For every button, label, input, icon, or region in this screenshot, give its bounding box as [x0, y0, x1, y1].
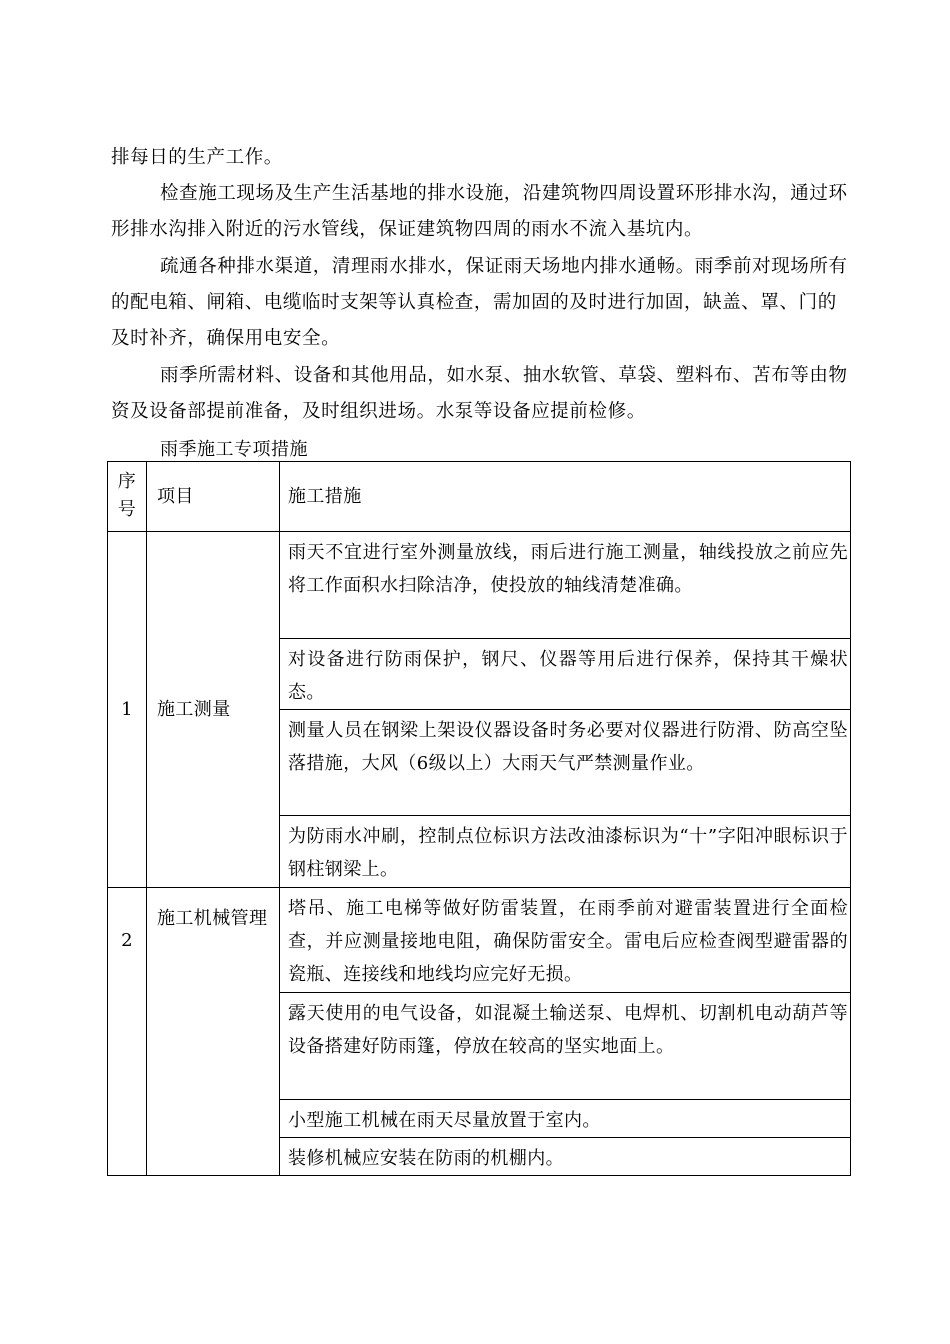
measure-text: 雨天不宜进行室外测量放线，雨后进行施工测量，轴线投放之前应先将工作面积水扫除洁净，使投放的轴线清楚准确。: [288, 542, 848, 596]
group-item-cell: [147, 532, 280, 888]
measure-cell: [280, 816, 851, 888]
measure-text: 测量人员在钢梁上架设仪器设备时务必要对仪器进行防滑、防高空坠落措施，大风（6级以上）大雨天气严禁测量作业。: [288, 720, 848, 774]
paragraph-continuation: 排每日的生产工作。: [111, 147, 283, 168]
measure-text: 露天使用的电气设备，如混凝土输送泵、电焊机、切割机电动葫芦等设备搭建好防雨篷，停放在较高的坚实地面上。: [288, 1003, 848, 1057]
group-item: 施工机械管理: [157, 908, 268, 929]
measure-cell: [280, 710, 851, 816]
measure-cell: [280, 1100, 851, 1138]
measure-text: 对设备进行防雨保护，钢尺、仪器等用后进行保养，保持其干燥状态。: [288, 649, 848, 703]
group-item: 施工测量: [157, 699, 231, 720]
group-no: 2: [121, 930, 133, 951]
table-header-row: [108, 462, 851, 532]
measure-text: 为防雨水冲刷，控制点位标识方法改油漆标识为“十”字阳冲眼标识于钢柱钢梁上。: [288, 826, 848, 880]
paragraph-drainage-channels: 疏通各种排水渠道，清理雨水排水，保证雨天场地内排水通畅。雨季前对现场所有的配电箱、闸箱、电缆临时支架等认真检查，需加固的及时进行加固，缺盖、罩、门的及时补齐，确保用电安全。: [111, 256, 848, 349]
header-measure: 施工措施: [288, 486, 362, 507]
group-no-cell: [108, 888, 147, 1176]
measure-text: 塔吊、施工电梯等做好防雷装置，在雨季前对避雷装置进行全面检查，并应测量接地电阻，确保防雷安全。雷电后应检查阀型避雷器的瓷瓶、连接线和地线均应完好无损。: [288, 898, 848, 985]
table-row: [108, 532, 851, 639]
paragraph-materials: 雨季所需材料、设备和其他用品，如水泵、抽水软管、草袋、塑料布、苫布等由物资及设备部提前准备，及时组织进场。水泵等设备应提前检修。: [111, 365, 848, 422]
measure-cell: [280, 1138, 851, 1176]
header-item-cell: [147, 462, 280, 532]
header-no-cell: [108, 462, 147, 532]
group-item-cell: [147, 888, 280, 1176]
header-measure-cell: [280, 462, 851, 532]
group-no-cell: [108, 532, 147, 888]
group-no: 1: [121, 699, 133, 720]
table-caption: 雨季施工专项措施: [160, 439, 308, 460]
measure-cell: [280, 888, 851, 993]
header-item: 项目: [157, 486, 194, 507]
header-no: 序号: [117, 471, 137, 520]
table-row: [108, 888, 851, 993]
measure-cell: [280, 532, 851, 639]
rain-season-measures-table: [107, 461, 851, 1176]
measure-cell: [280, 993, 851, 1100]
measure-cell: [280, 639, 851, 710]
measure-text: 装修机械应安装在防雨的机棚内。: [288, 1148, 564, 1169]
measure-text: 小型施工机械在雨天尽量放置于室内。: [288, 1110, 601, 1131]
paragraph-drainage-facilities: 检查施工现场及生产生活基地的排水设施，沿建筑物四周设置环形排水沟，通过环形排水沟排入附近的污水管线，保证建筑物四周的雨水不流入基坑内。: [111, 183, 848, 240]
